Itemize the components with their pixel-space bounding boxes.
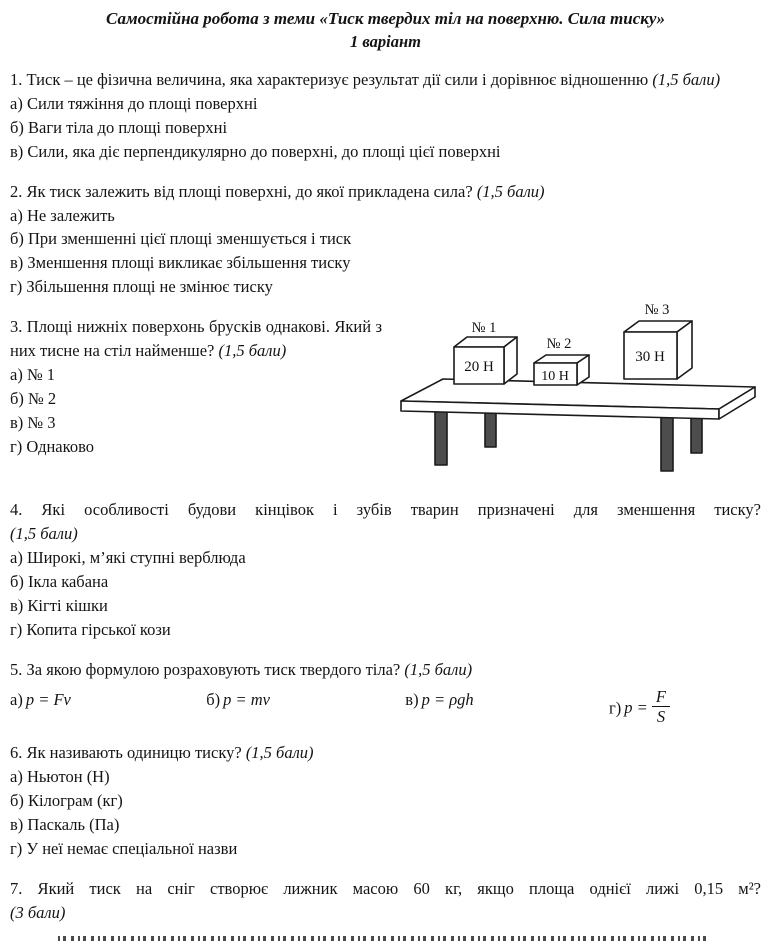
block-1-label: № 1	[471, 320, 497, 337]
question-1-text	[10, 68, 761, 92]
cut-off-text-line	[58, 936, 710, 941]
question-5-text	[10, 658, 761, 682]
page-title: Самостійна робота з теми «Тиск твердих тіл на поверхню. Сила тиску»	[106, 9, 665, 28]
question-4-text	[10, 498, 761, 522]
question-1-option-a: а) Сили тяжіння до площі поверхні	[10, 93, 258, 113]
formula-option-v-formula: p = ρgh	[421, 689, 474, 709]
question-1-option-b: б) Ваги тіла до площі поверхні	[10, 117, 228, 137]
formula-option-v-label: в)	[405, 689, 419, 709]
block-2-weight-label: 10 Н	[541, 369, 569, 385]
question-6-option-g: г) У неї немає спеціальної назви	[10, 839, 238, 858]
question-4	[10, 498, 761, 642]
block-3-weight-label: 30 Н	[635, 349, 665, 366]
formula-option-b-formula: p = mv	[223, 689, 270, 709]
table-drawing	[401, 379, 755, 471]
question-6-option-a: а) Ньютон (Н)	[10, 767, 110, 787]
question-2-points: (1,5 бали)	[476, 181, 545, 201]
question-3-option-a: а) № 1	[10, 365, 56, 385]
question-7-points: (3 бали)	[10, 902, 66, 922]
block-3-side-face	[677, 321, 692, 379]
question-4-option-g: г) Копита гірської кози	[10, 619, 171, 639]
question-7-text	[10, 877, 761, 901]
question-6-option-v: в) Паскаль (Па)	[10, 815, 120, 835]
question-2	[10, 180, 761, 300]
question-3-stem: 3. Площі нижніх поверхонь брусків однакові. Який з них тисне на стіл найменше?	[10, 317, 382, 361]
question-5	[10, 658, 761, 726]
question-7-stem: 7. Який тиск на сніг створює лижник масою 60 кг, якщо площа однієї лижі 0,15 м²?	[10, 878, 761, 898]
question-3-option-b: б) № 2	[10, 389, 57, 408]
question-4-points: (1,5 бали)	[10, 524, 78, 544]
question-6-option-b: б) Кілограм (кг)	[10, 791, 123, 811]
question-2-text	[10, 180, 761, 204]
formula-option-g-prefix: p =	[624, 697, 648, 717]
block-3-label: № 3	[644, 302, 670, 319]
formula-option-a-formula: p = Fv	[25, 689, 71, 709]
question-2-option-v: в) Зменшення площі викликає збільшення тиску	[10, 253, 351, 273]
formula-option-b-label: б)	[206, 689, 221, 709]
question-7	[10, 877, 761, 925]
question-3-points: (1,5 бали)	[218, 341, 287, 361]
question-4-option-b: б) Ікла кабана	[10, 572, 109, 591]
question-3	[10, 302, 761, 482]
blocks-on-table-diagram	[382, 299, 761, 482]
question-2-stem: 2. Як тиск залежить від площі поверхні, до якої прикладена сила?	[10, 181, 473, 201]
question-4-stem: 4. Які особливості будови кінцівок і зубів тварин призначені для зменшення тиску?	[10, 500, 761, 520]
question-6-points: (1,5 бали)	[245, 743, 314, 763]
block-1-weight-label: 20 Н	[464, 359, 494, 376]
question-5-stem: 5. За якою формулою розраховують тиск твердого тіла?	[10, 659, 401, 679]
question-6-text	[10, 741, 761, 765]
question-6-stem: 6. Як називають одиницю тиску?	[10, 743, 242, 763]
blocks-on-table-svg	[399, 299, 761, 477]
question-4-option-v: в) Кігті кішки	[10, 595, 108, 615]
question-4-option-a: а) Широкі, м’які ступні верблюда	[10, 548, 246, 568]
question-2-option-g: г) Збільшення площі не змінює тиску	[10, 277, 273, 297]
question-1-stem: 1. Тиск – це фізична величина, яка характеризує результат дії сили і дорівнює відношенню	[10, 69, 649, 89]
question-5-points: (1,5 бали)	[404, 659, 473, 679]
block-2-label: № 2	[546, 336, 572, 353]
question-3-column	[10, 315, 382, 459]
fraction-denominator: S	[656, 707, 666, 726]
question-2-option-a: а) Не залежить	[10, 205, 115, 225]
formula-option-a-label: а)	[10, 689, 23, 709]
variant-label: 1 варіант	[350, 31, 421, 51]
question-1	[10, 68, 761, 164]
fraction	[652, 688, 670, 726]
question-2-option-b: б) При зменшенні цієї площі зменшується і тиск	[10, 229, 352, 249]
question-1-points: (1,5 бали)	[652, 69, 721, 89]
fraction-numerator: F	[652, 688, 670, 707]
formula-option-b	[206, 688, 270, 726]
question-3-option-v: в) № 3	[10, 412, 56, 432]
formula-option-g-formula	[624, 686, 670, 726]
formula-option-a	[10, 688, 71, 726]
formula-option-g-label: г)	[608, 697, 622, 717]
question-1-option-v: в) Сили, яка діє перпендикулярно до поверхні, до площі цієї поверхні	[10, 141, 501, 161]
formula-options-row	[10, 688, 670, 726]
formula-option-v	[405, 688, 473, 726]
table-leg-front-left	[435, 404, 447, 465]
question-3-text	[10, 315, 382, 363]
formula-option-g	[609, 688, 670, 726]
question-3-option-g: г) Однаково	[10, 436, 94, 456]
question-6	[10, 741, 761, 861]
